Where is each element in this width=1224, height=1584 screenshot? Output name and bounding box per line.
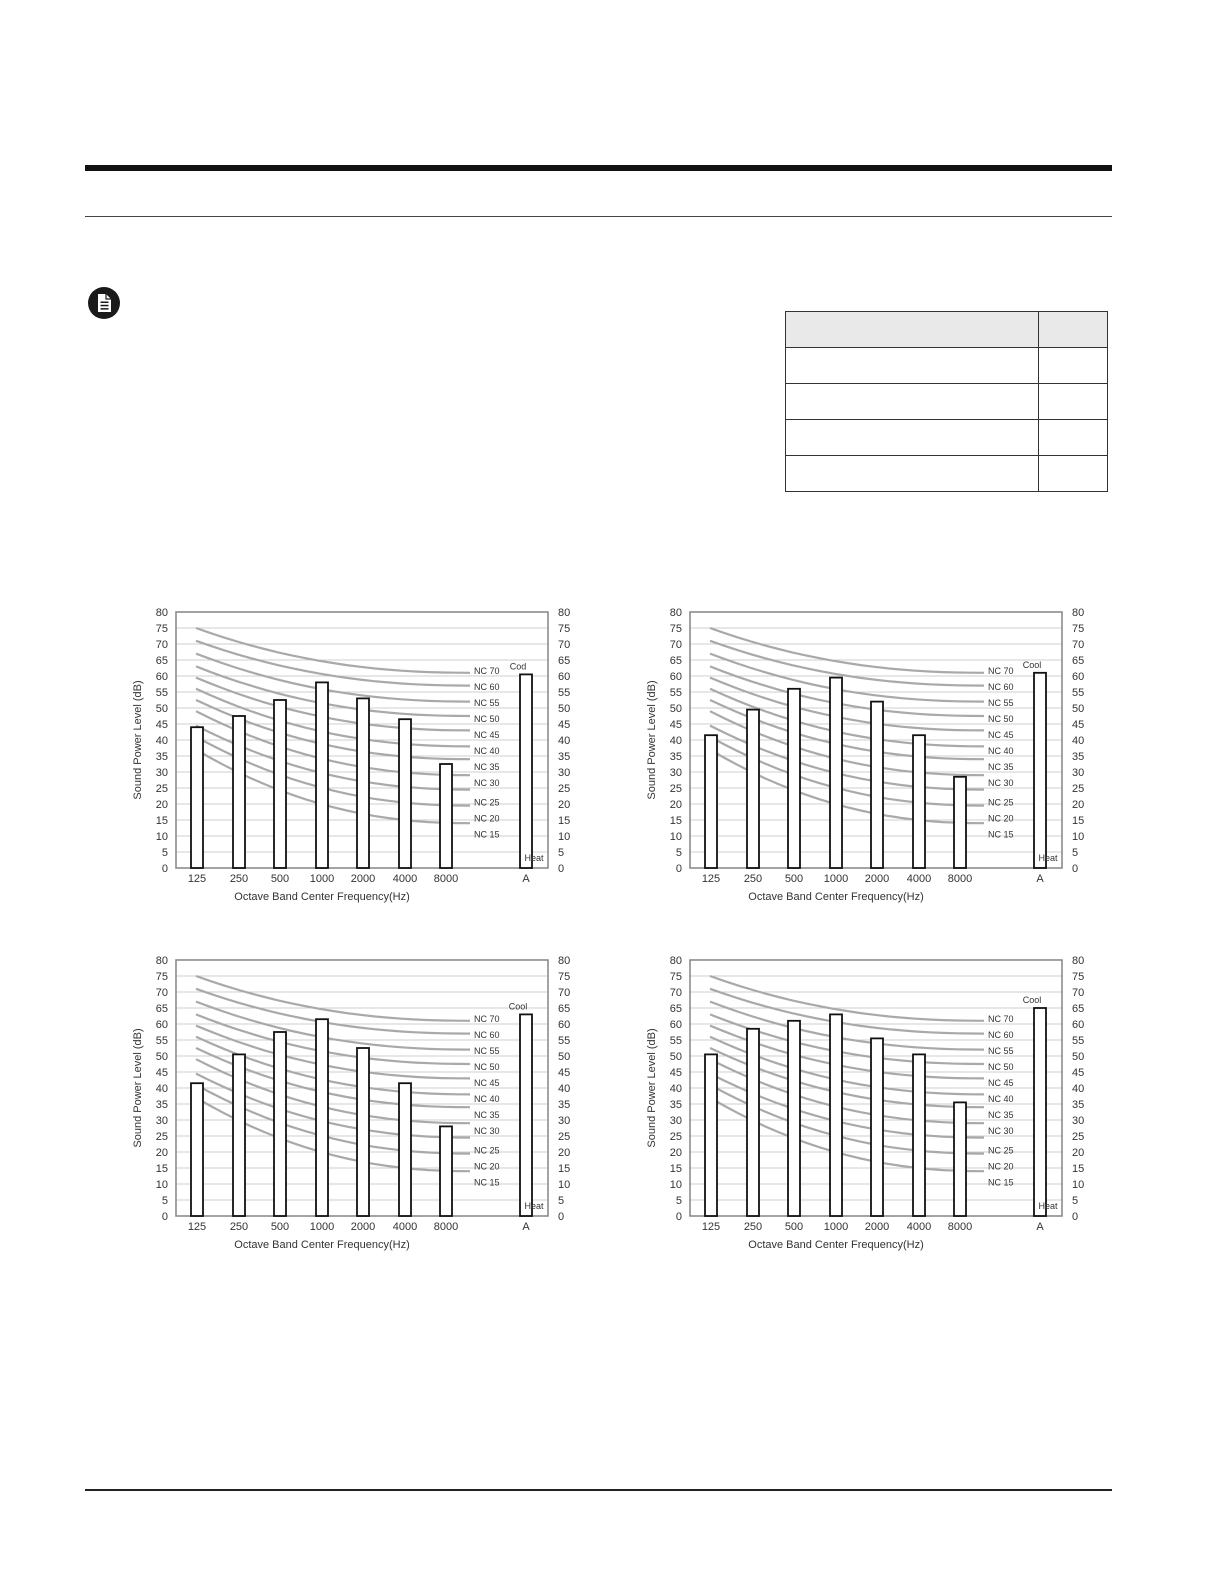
nc-chart-bottom-left <box>128 948 598 1268</box>
y-tick-label-left: 75 <box>669 971 682 983</box>
y-tick-label-right: 70 <box>558 639 571 651</box>
bar-1000 <box>316 682 328 868</box>
y-tick-label-right: 45 <box>1072 1067 1085 1079</box>
y-tick-label-right: 50 <box>558 1051 571 1063</box>
y-tick-label-left: 60 <box>155 671 168 683</box>
header-rule-thick <box>85 165 1112 171</box>
spec-table-cell <box>786 348 1039 384</box>
y-tick-label-left: 65 <box>155 655 168 667</box>
y-tick-label-right: 25 <box>558 1131 571 1143</box>
nc-label: NC 30 <box>988 778 1014 789</box>
x-tick-label: 2000 <box>350 1221 376 1233</box>
bar-125 <box>191 1083 203 1216</box>
y-tick-label-right: 70 <box>1072 987 1085 999</box>
spec-table-cell <box>1039 456 1108 492</box>
bar-overall-a <box>520 1014 532 1216</box>
spec-table-cell <box>786 312 1039 348</box>
x-tick-label: 4000 <box>906 873 932 885</box>
y-tick-label-right: 15 <box>1072 1163 1085 1175</box>
x-tick-label: 125 <box>701 1221 721 1233</box>
y-tick-label-right: 60 <box>1072 1019 1085 1031</box>
spec-table-cell <box>1039 420 1108 456</box>
y-tick-label-left: 35 <box>669 1099 682 1111</box>
x-tick-label: 500 <box>784 873 804 885</box>
nc-label: NC 20 <box>988 813 1014 824</box>
y-tick-label-right: 15 <box>558 1163 571 1175</box>
y-tick-label-left: 25 <box>155 783 168 795</box>
nc-label: NC 15 <box>474 1177 500 1188</box>
y-tick-label-left: 80 <box>669 955 682 967</box>
chart-svg <box>642 948 1112 1268</box>
spec-table-cell <box>1039 384 1108 420</box>
y-tick-label-right: 40 <box>1072 735 1085 747</box>
y-tick-label-left: 40 <box>155 735 168 747</box>
y-tick-label-right: 60 <box>1072 671 1085 683</box>
y-tick-label-left: 30 <box>155 767 168 779</box>
y-tick-label-left: 5 <box>161 1195 168 1207</box>
x-tick-label-overall: A <box>522 873 530 885</box>
y-tick-label-right: 10 <box>1072 1179 1085 1191</box>
y-tick-label-left: 40 <box>669 1083 682 1095</box>
y-tick-label-left: 55 <box>669 687 682 699</box>
nc-label: NC 35 <box>474 1110 500 1121</box>
nc-label: NC 60 <box>474 682 500 693</box>
y-tick-label-right: 30 <box>1072 767 1085 779</box>
y-tick-label-left: 30 <box>155 1115 168 1127</box>
y-tick-label-right: 15 <box>558 815 571 827</box>
bar-500 <box>788 1021 800 1216</box>
x-tick-label: 4000 <box>392 1221 418 1233</box>
heat-label: Heat <box>524 1201 544 1211</box>
nc-label: NC 70 <box>474 666 500 677</box>
y-tick-label-right: 5 <box>558 847 565 859</box>
y-tick-label-left: 10 <box>155 1179 168 1191</box>
y-tick-label-left: 35 <box>155 751 168 763</box>
heat-label: Heat <box>1038 1201 1058 1211</box>
y-tick-label-right: 80 <box>1072 955 1085 967</box>
nc-curve <box>710 976 984 1021</box>
y-tick-label-right: 65 <box>1072 1003 1085 1015</box>
bar-500 <box>274 1032 286 1216</box>
x-tick-label: 1000 <box>309 873 335 885</box>
x-tick-label: 500 <box>784 1221 804 1233</box>
y-tick-label-left: 70 <box>155 987 168 999</box>
bar-4000 <box>399 1083 411 1216</box>
bar-overall-a <box>520 674 532 868</box>
y-tick-label-left: 25 <box>155 1131 168 1143</box>
nc-label: NC 15 <box>474 829 500 840</box>
y-tick-label-left: 45 <box>155 1067 168 1079</box>
heat-label: Heat <box>524 853 544 863</box>
spec-table-cell <box>786 420 1039 456</box>
bar-8000 <box>440 764 452 868</box>
bar-overall-a <box>1034 673 1046 868</box>
y-tick-label-right: 35 <box>558 751 571 763</box>
nc-label: NC 70 <box>474 1014 500 1025</box>
y-tick-label-right: 0 <box>558 863 565 875</box>
y-tick-label-right: 40 <box>558 1083 571 1095</box>
y-tick-label-right: 40 <box>558 735 571 747</box>
nc-label: NC 40 <box>474 746 500 757</box>
nc-label: NC 25 <box>988 1145 1014 1156</box>
bar-2000 <box>871 1038 883 1216</box>
x-tick-label: 125 <box>187 1221 207 1233</box>
y-tick-label-left: 20 <box>669 1147 682 1159</box>
y-tick-label-left: 15 <box>155 815 168 827</box>
bar-1000 <box>830 1014 842 1216</box>
chart-svg <box>128 948 598 1268</box>
y-tick-label-left: 60 <box>669 1019 682 1031</box>
bar-250 <box>747 710 759 868</box>
nc-label: NC 50 <box>988 714 1014 725</box>
y-tick-label-right: 80 <box>558 607 571 619</box>
y-tick-label-left: 5 <box>675 847 682 859</box>
y-tick-label-left: 55 <box>155 687 168 699</box>
x-tick-label: 1000 <box>309 1221 335 1233</box>
y-tick-label-right: 0 <box>1072 863 1079 875</box>
y-tick-label-left: 50 <box>669 703 682 715</box>
y-tick-label-left: 65 <box>669 1003 682 1015</box>
nc-label: NC 20 <box>474 813 500 824</box>
y-tick-label-left: 60 <box>155 1019 168 1031</box>
nc-label: NC 45 <box>988 1078 1014 1089</box>
y-tick-label-left: 70 <box>669 639 682 651</box>
y-tick-label-right: 5 <box>1072 1195 1079 1207</box>
nc-label: NC 60 <box>988 1030 1014 1041</box>
bar-2000 <box>357 1048 369 1216</box>
y-tick-label-left: 0 <box>161 863 168 875</box>
chart-svg <box>128 600 598 920</box>
y-tick-label-right: 65 <box>558 655 571 667</box>
x-tick-label: 2000 <box>864 873 890 885</box>
chart-svg <box>642 600 1112 920</box>
y-tick-label-right: 65 <box>558 1003 571 1015</box>
y-tick-label-left: 70 <box>669 987 682 999</box>
y-tick-label-left: 55 <box>155 1035 168 1047</box>
y-tick-label-right: 45 <box>558 719 571 731</box>
y-tick-label-left: 55 <box>669 1035 682 1047</box>
y-tick-label-left: 10 <box>669 1179 682 1191</box>
y-tick-label-left: 45 <box>155 719 168 731</box>
nc-label: NC 70 <box>988 1014 1014 1025</box>
document-icon <box>88 287 120 319</box>
x-tick-label: 8000 <box>433 873 459 885</box>
y-tick-label-left: 65 <box>669 655 682 667</box>
y-tick-label-right: 10 <box>558 1179 571 1191</box>
nc-label: NC 45 <box>474 1078 500 1089</box>
nc-label: NC 50 <box>988 1062 1014 1073</box>
nc-label: NC 15 <box>988 829 1014 840</box>
spec-table-cell <box>1039 312 1108 348</box>
x-tick-label-overall: A <box>1036 873 1044 885</box>
nc-label: NC 55 <box>474 1046 500 1057</box>
x-tick-label: 250 <box>743 1221 763 1233</box>
nc-chart-bottom-right <box>642 948 1112 1268</box>
nc-curve <box>196 628 470 673</box>
y-tick-label-right: 60 <box>558 1019 571 1031</box>
nc-label: NC 40 <box>988 746 1014 757</box>
y-tick-label-left: 0 <box>675 863 682 875</box>
nc-label: NC 30 <box>474 778 500 789</box>
y-tick-label-left: 20 <box>669 799 682 811</box>
y-axis-label: Sound Power Level (dB) <box>132 1028 144 1148</box>
y-tick-label-right: 30 <box>1072 1115 1085 1127</box>
y-tick-label-right: 75 <box>558 971 571 983</box>
y-tick-label-right: 20 <box>1072 1147 1085 1159</box>
y-tick-label-right: 35 <box>1072 1099 1085 1111</box>
x-tick-label: 125 <box>187 873 207 885</box>
nc-label: NC 25 <box>474 1145 500 1156</box>
y-tick-label-left: 70 <box>155 639 168 651</box>
y-tick-label-left: 0 <box>161 1211 168 1223</box>
y-tick-label-left: 40 <box>669 735 682 747</box>
nc-label: NC 20 <box>474 1161 500 1172</box>
x-tick-label: 125 <box>701 873 721 885</box>
y-tick-label-left: 35 <box>669 751 682 763</box>
nc-label: NC 30 <box>474 1126 500 1137</box>
y-tick-label-right: 10 <box>558 831 571 843</box>
nc-chart-top-right <box>642 600 1112 920</box>
y-tick-label-left: 30 <box>669 767 682 779</box>
nc-label: NC 55 <box>474 698 500 709</box>
x-tick-label: 2000 <box>864 1221 890 1233</box>
y-tick-label-right: 30 <box>558 767 571 779</box>
bar-250 <box>233 716 245 868</box>
nc-chart-top-left <box>128 600 598 920</box>
nc-label: NC 40 <box>988 1094 1014 1105</box>
y-tick-label-left: 25 <box>669 783 682 795</box>
x-tick-label: 250 <box>229 1221 249 1233</box>
x-axis-label: Octave Band Center Frequency(Hz) <box>234 891 410 903</box>
nc-label: NC 25 <box>988 797 1014 808</box>
y-tick-label-left: 15 <box>669 1163 682 1175</box>
x-tick-label: 1000 <box>823 873 849 885</box>
x-tick-label-overall: A <box>522 1221 530 1233</box>
cool-label: Cool <box>1022 995 1042 1005</box>
nc-label: NC 30 <box>988 1126 1014 1137</box>
y-axis-label: Sound Power Level (dB) <box>646 1028 658 1148</box>
x-tick-label: 4000 <box>906 1221 932 1233</box>
nc-label: NC 60 <box>988 682 1014 693</box>
y-tick-label-left: 50 <box>155 703 168 715</box>
y-tick-label-left: 60 <box>669 671 682 683</box>
nc-label: NC 55 <box>988 1046 1014 1057</box>
x-axis-label: Octave Band Center Frequency(Hz) <box>748 1239 924 1251</box>
x-tick-label: 250 <box>229 873 249 885</box>
x-tick-label: 2000 <box>350 873 376 885</box>
bar-125 <box>191 727 203 868</box>
spec-table-row <box>786 384 1108 420</box>
y-tick-label-left: 50 <box>669 1051 682 1063</box>
spec-table <box>785 311 1108 492</box>
footer-rule <box>85 1489 1112 1491</box>
y-tick-label-right: 50 <box>1072 703 1085 715</box>
bar-overall-a <box>1034 1008 1046 1216</box>
y-tick-label-left: 45 <box>669 719 682 731</box>
y-tick-label-right: 20 <box>558 1147 571 1159</box>
nc-label: NC 15 <box>988 1177 1014 1188</box>
x-tick-label: 500 <box>270 873 290 885</box>
nc-label: NC 35 <box>988 762 1014 773</box>
x-tick-label: 4000 <box>392 873 418 885</box>
y-tick-label-right: 75 <box>1072 971 1085 983</box>
y-tick-label-right: 50 <box>1072 1051 1085 1063</box>
y-tick-label-right: 55 <box>1072 687 1085 699</box>
x-tick-label-overall: A <box>1036 1221 1044 1233</box>
y-tick-label-left: 20 <box>155 799 168 811</box>
spec-table-row <box>786 456 1108 492</box>
x-axis-label: Octave Band Center Frequency(Hz) <box>748 891 924 903</box>
y-tick-label-right: 25 <box>558 783 571 795</box>
nc-label: NC 50 <box>474 714 500 725</box>
y-tick-label-right: 80 <box>1072 607 1085 619</box>
cool-label: Cool <box>508 1001 528 1012</box>
y-tick-label-right: 65 <box>1072 655 1085 667</box>
y-tick-label-right: 35 <box>1072 751 1085 763</box>
y-tick-label-right: 70 <box>558 987 571 999</box>
y-tick-label-right: 40 <box>1072 1083 1085 1095</box>
nc-curve <box>710 628 984 673</box>
nc-label: NC 40 <box>474 1094 500 1105</box>
bar-500 <box>274 700 286 868</box>
y-tick-label-right: 5 <box>1072 847 1079 859</box>
y-tick-label-left: 75 <box>155 623 168 635</box>
nc-label: NC 45 <box>474 730 500 741</box>
y-axis-label: Sound Power Level (dB) <box>646 680 658 800</box>
y-tick-label-left: 65 <box>155 1003 168 1015</box>
cool-label: Cod <box>509 661 527 672</box>
y-tick-label-right: 20 <box>558 799 571 811</box>
y-tick-label-right: 50 <box>558 703 571 715</box>
y-tick-label-right: 15 <box>1072 815 1085 827</box>
y-tick-label-left: 20 <box>155 1147 168 1159</box>
y-tick-label-left: 15 <box>669 815 682 827</box>
x-tick-label: 8000 <box>433 1221 459 1233</box>
y-tick-label-left: 5 <box>675 1195 682 1207</box>
y-tick-label-right: 45 <box>558 1067 571 1079</box>
nc-label: NC 35 <box>474 762 500 773</box>
y-tick-label-left: 10 <box>669 831 682 843</box>
y-axis-label: Sound Power Level (dB) <box>132 680 144 800</box>
y-tick-label-right: 80 <box>558 955 571 967</box>
y-tick-label-right: 0 <box>1072 1211 1079 1223</box>
y-tick-label-left: 45 <box>669 1067 682 1079</box>
bar-1000 <box>316 1019 328 1216</box>
bar-2000 <box>871 702 883 868</box>
y-tick-label-right: 30 <box>558 1115 571 1127</box>
x-tick-label: 500 <box>270 1221 290 1233</box>
y-tick-label-left: 0 <box>675 1211 682 1223</box>
x-axis-label: Octave Band Center Frequency(Hz) <box>234 1239 410 1251</box>
cool-label: Cool <box>1022 659 1042 670</box>
y-tick-label-left: 75 <box>669 623 682 635</box>
y-tick-label-right: 55 <box>558 687 571 699</box>
spec-table-row <box>786 348 1108 384</box>
y-tick-label-right: 5 <box>558 1195 565 1207</box>
y-tick-label-right: 0 <box>558 1211 565 1223</box>
y-tick-label-left: 5 <box>161 847 168 859</box>
y-tick-label-right: 75 <box>1072 623 1085 635</box>
y-tick-label-left: 80 <box>669 607 682 619</box>
nc-label: NC 70 <box>988 666 1014 677</box>
y-tick-label-left: 75 <box>155 971 168 983</box>
y-tick-label-right: 45 <box>1072 719 1085 731</box>
y-tick-label-left: 80 <box>155 955 168 967</box>
y-tick-label-left: 15 <box>155 1163 168 1175</box>
bar-250 <box>747 1029 759 1216</box>
spec-table-cell <box>786 384 1039 420</box>
bar-125 <box>705 1054 717 1216</box>
spec-table-cell <box>786 456 1039 492</box>
bar-4000 <box>913 735 925 868</box>
y-tick-label-left: 35 <box>155 1099 168 1111</box>
y-tick-label-left: 50 <box>155 1051 168 1063</box>
heat-label: Heat <box>1038 853 1058 863</box>
x-tick-label: 8000 <box>947 873 973 885</box>
x-tick-label: 1000 <box>823 1221 849 1233</box>
spec-table-row <box>786 420 1108 456</box>
nc-curve <box>196 976 470 1021</box>
bar-8000 <box>954 777 966 868</box>
y-tick-label-right: 10 <box>1072 831 1085 843</box>
y-tick-label-right: 20 <box>1072 799 1085 811</box>
bar-8000 <box>954 1102 966 1216</box>
nc-label: NC 55 <box>988 698 1014 709</box>
nc-label: NC 35 <box>988 1110 1014 1121</box>
header-rule-thin <box>85 216 1112 217</box>
y-tick-label-right: 55 <box>558 1035 571 1047</box>
y-tick-label-right: 70 <box>1072 639 1085 651</box>
nc-label: NC 60 <box>474 1030 500 1041</box>
y-tick-label-right: 25 <box>1072 783 1085 795</box>
spec-table-cell <box>1039 348 1108 384</box>
y-tick-label-left: 40 <box>155 1083 168 1095</box>
bar-4000 <box>913 1054 925 1216</box>
bar-500 <box>788 689 800 868</box>
nc-label: NC 20 <box>988 1161 1014 1172</box>
bar-4000 <box>399 719 411 868</box>
nc-label: NC 25 <box>474 797 500 808</box>
y-tick-label-right: 55 <box>1072 1035 1085 1047</box>
bar-8000 <box>440 1126 452 1216</box>
y-tick-label-right: 35 <box>558 1099 571 1111</box>
y-tick-label-left: 10 <box>155 831 168 843</box>
x-tick-label: 8000 <box>947 1221 973 1233</box>
nc-label: NC 45 <box>988 730 1014 741</box>
y-tick-label-left: 80 <box>155 607 168 619</box>
y-tick-label-left: 30 <box>669 1115 682 1127</box>
y-tick-label-right: 60 <box>558 671 571 683</box>
x-tick-label: 250 <box>743 873 763 885</box>
y-tick-label-right: 25 <box>1072 1131 1085 1143</box>
bar-250 <box>233 1054 245 1216</box>
bar-1000 <box>830 678 842 868</box>
nc-label: NC 50 <box>474 1062 500 1073</box>
bar-2000 <box>357 698 369 868</box>
spec-table-header-row <box>786 312 1108 348</box>
y-tick-label-right: 75 <box>558 623 571 635</box>
y-tick-label-left: 25 <box>669 1131 682 1143</box>
bar-125 <box>705 735 717 868</box>
